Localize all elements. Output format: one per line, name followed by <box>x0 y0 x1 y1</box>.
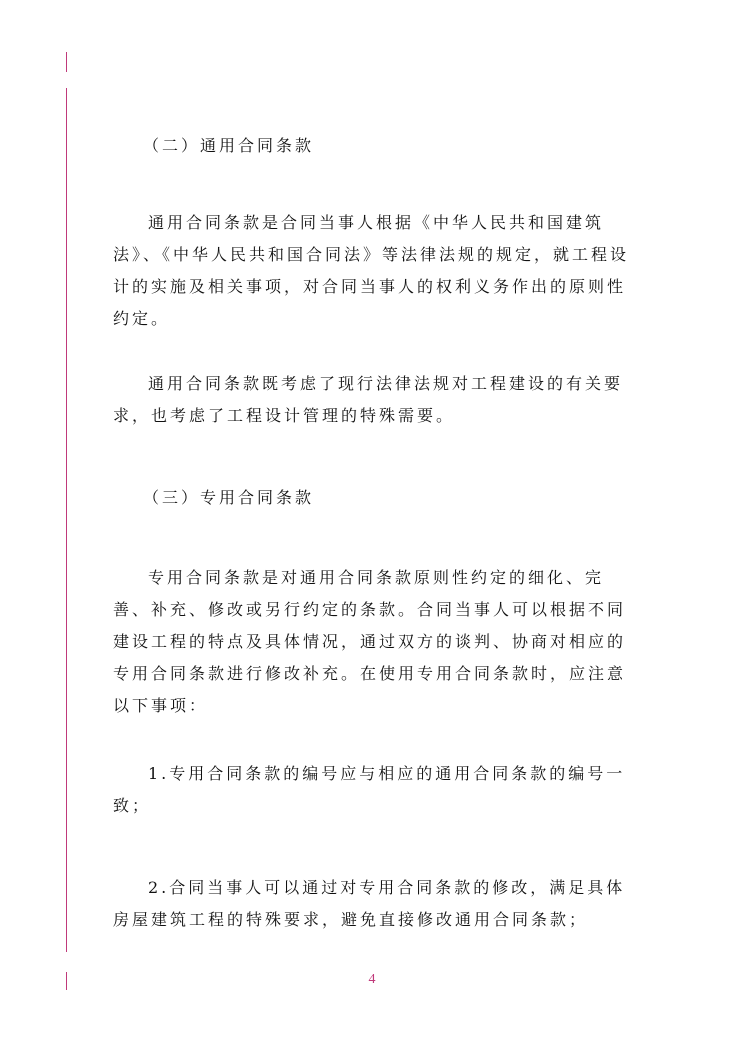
list-item-2: 2.合同当事人可以通过对专用合同条款的修改，满足具体房屋建筑工程的特殊要求，避免直接修改通用合同条款； <box>113 878 626 929</box>
section-heading-general-terms: （二）通用合同条款 <box>143 136 315 155</box>
paragraph-special-terms-definition: 专用合同条款是对通用合同条款原则性约定的细化、完善、补充、修改或另行约定的条款。合同当事人可以根据不同建设工程的特点及具体情况，通过双方的谈判、协商对相应的专用合同条款进行修改补充。在使用专用合同条款时，应注意以下事项： <box>113 568 627 715</box>
page-number: 4 <box>368 972 376 987</box>
paragraph-general-terms-considerations: 通用合同条款既考虑了现行法律法规对工程建设的有关要求，也考虑了工程设计管理的特殊需要。 <box>113 374 624 425</box>
margin-line-main <box>66 88 67 952</box>
paragraph-general-terms-definition: 通用合同条款是合同当事人根据《中华人民共和国建筑法》、《中华人民共和国合同法》等法律法规的规定，就工程设计的实施及相关事项，对合同当事人的权利义务作出的原则性约定。 <box>113 213 630 328</box>
list-item-1: 1.专用合同条款的编号应与相应的通用合同条款的编号一致； <box>113 764 626 815</box>
margin-line-top-short <box>66 52 67 72</box>
section-heading-special-terms: （三）专用合同条款 <box>143 488 315 507</box>
